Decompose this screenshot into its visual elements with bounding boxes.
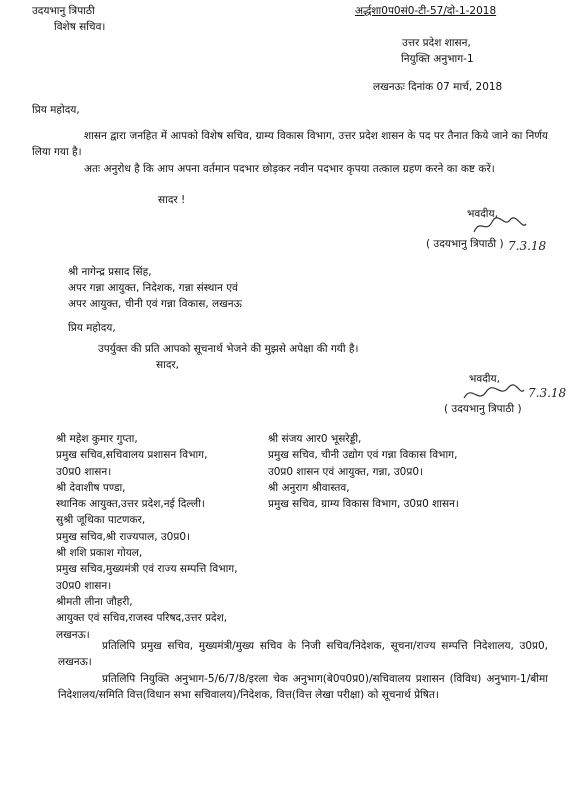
copy-closing: सादर, [156,359,180,371]
copy-distribution-2: प्रतिलिपि नियुक्ति अनुभाग-5/6/7/8/इरला चेक अनुभाग(बे0प0प्र0)/सचिवालय प्रशासन (विविध) अनुभाग-1/बीमा निदेशालय/समिति वित्त(विधान सभा सचिवालय)/निदेशक, वित्त(वित्त लेखा परीक्षा) को सूचनार्थ प्रेषित। [58,673,548,702]
recipient-left-line: प्रमुख सचिव,श्री राज्यपाल, उ0प्र0। [56,530,190,543]
date-line: लखनऊः दिनांक 07 मार्च, 2018 [373,81,503,93]
copy-salutation: प्रिय महोदय, [68,322,116,334]
recipient-left-line: उ0प्र0 शासन। [56,465,112,478]
recipient-left-line: प्रमुख सचिव,सचिवालय प्रशासन विभाग, [56,449,208,462]
recipient-left-line: उ0प्र0 शासन। [56,579,112,592]
signature-date: 7.3.18 [508,239,547,253]
government-name: उत्तर प्रदेश शासन, [402,37,471,49]
copy-yours: भवदीय, [469,373,500,385]
addressee-name: श्री नागेन्द्र प्रसाद सिंह, [68,266,152,278]
recipient-right-line: प्रमुख सचिव, चीनी उद्योग एवं गन्ना विकास विभाग, [268,449,458,462]
addressee-line2: अपर गन्ना आयुक्त, निदेशक, गन्ना संस्थान एवं [68,282,238,294]
recipient-right-line: प्रमुख सचिव, ग्राम्य विकास विभाग, उ0प्र0 शासन। [268,498,459,511]
paragraph-request: अतः अनुरोध है कि आप अपना वर्तमान पदभार छोड़कर नवीन पदभार कृपया तत्काल ग्रहण करने का कष्ट करें। [84,163,495,175]
sender-name: उदयभानु त्रिपाठी [32,5,95,17]
recipient-right-line: श्री संजय आर0 भूसरेड्डी, [268,433,362,445]
sender-designation: विशेष सचिव। [54,21,106,33]
recipient-left-line: श्री महेश कुमार गुप्ता, [56,433,138,445]
recipient-left-line: आयुक्त एवं सचिव,राजस्व परिषद,उत्तर प्रदेश, [56,612,228,625]
recipient-left-line: श्री देवाशीष पण्डा, [56,481,126,494]
yours-faithfully: भवदीय, [467,208,498,220]
recipient-right-line: उ0प्र0 शासन एवं आयुक्त, गन्ना, उ0प्र0। [268,465,424,478]
copy-distribution-1: प्रतिलिपि प्रमुख सचिव, मुख्यमंत्री/मुख्य सचिव के निजी सचिव/निदेशक, सूचना/राज्य सम्पत्ति निदेशालय, उ0प्र0, लखनऊ। [58,640,548,669]
paragraph-posting: शासन द्वारा जनहित में आपको विशेष सचिव, ग्राम्य विकास विभाग, उत्तर प्रदेश शासन के पद पर तैनात किये जाने का निर्णय लिया गया है। [32,130,548,159]
recipients-left-list [56,431,276,643]
copy-signatory: ( उदयभानु त्रिपाठी ) [444,403,522,415]
closing: सादर ! [158,194,186,206]
signature-mark [470,214,530,238]
recipients-right-list [268,431,558,512]
reference-number: अर्द्धशा0प0सं0-टी-57/दो-1-2018 [355,5,497,17]
recipient-left-line: स्थानिक आयुक्त,उत्तर प्रदेश,नई दिल्ली। [56,498,205,511]
signatory-name: ( उदयभानु त्रिपाठी ) [426,238,504,250]
recipient-left-line: सुश्री जूथिका पाटणकर, [56,514,146,527]
copy-signature-date: 7.3.18 [528,386,567,400]
addressee-line3: अपर आयुक्त, चीनी एवं गन्ना विकास, लखनऊ [68,298,242,310]
copy-text: उपर्युक्त की प्रति आपको सूचनार्थ भेजने की मुझसे अपेक्षा की गयी है। [98,343,359,355]
recipient-right-line: श्री अनुराग श्रीवास्तव, [268,481,350,494]
recipient-left-line: प्रमुख सचिव,मुख्यमंत्री एवं राज्य सम्पत्ति विभाग, [56,563,238,576]
recipient-left-line: लखनऊ। [56,628,90,641]
recipient-left-line: श्री शशि प्रकाश गोयल, [56,547,143,560]
recipient-left-line: श्रीमती लीना जौहरी, [56,595,133,608]
salutation: प्रिय महोदय, [32,104,80,116]
department-name: नियुक्ति अनुभाग-1 [401,53,474,65]
